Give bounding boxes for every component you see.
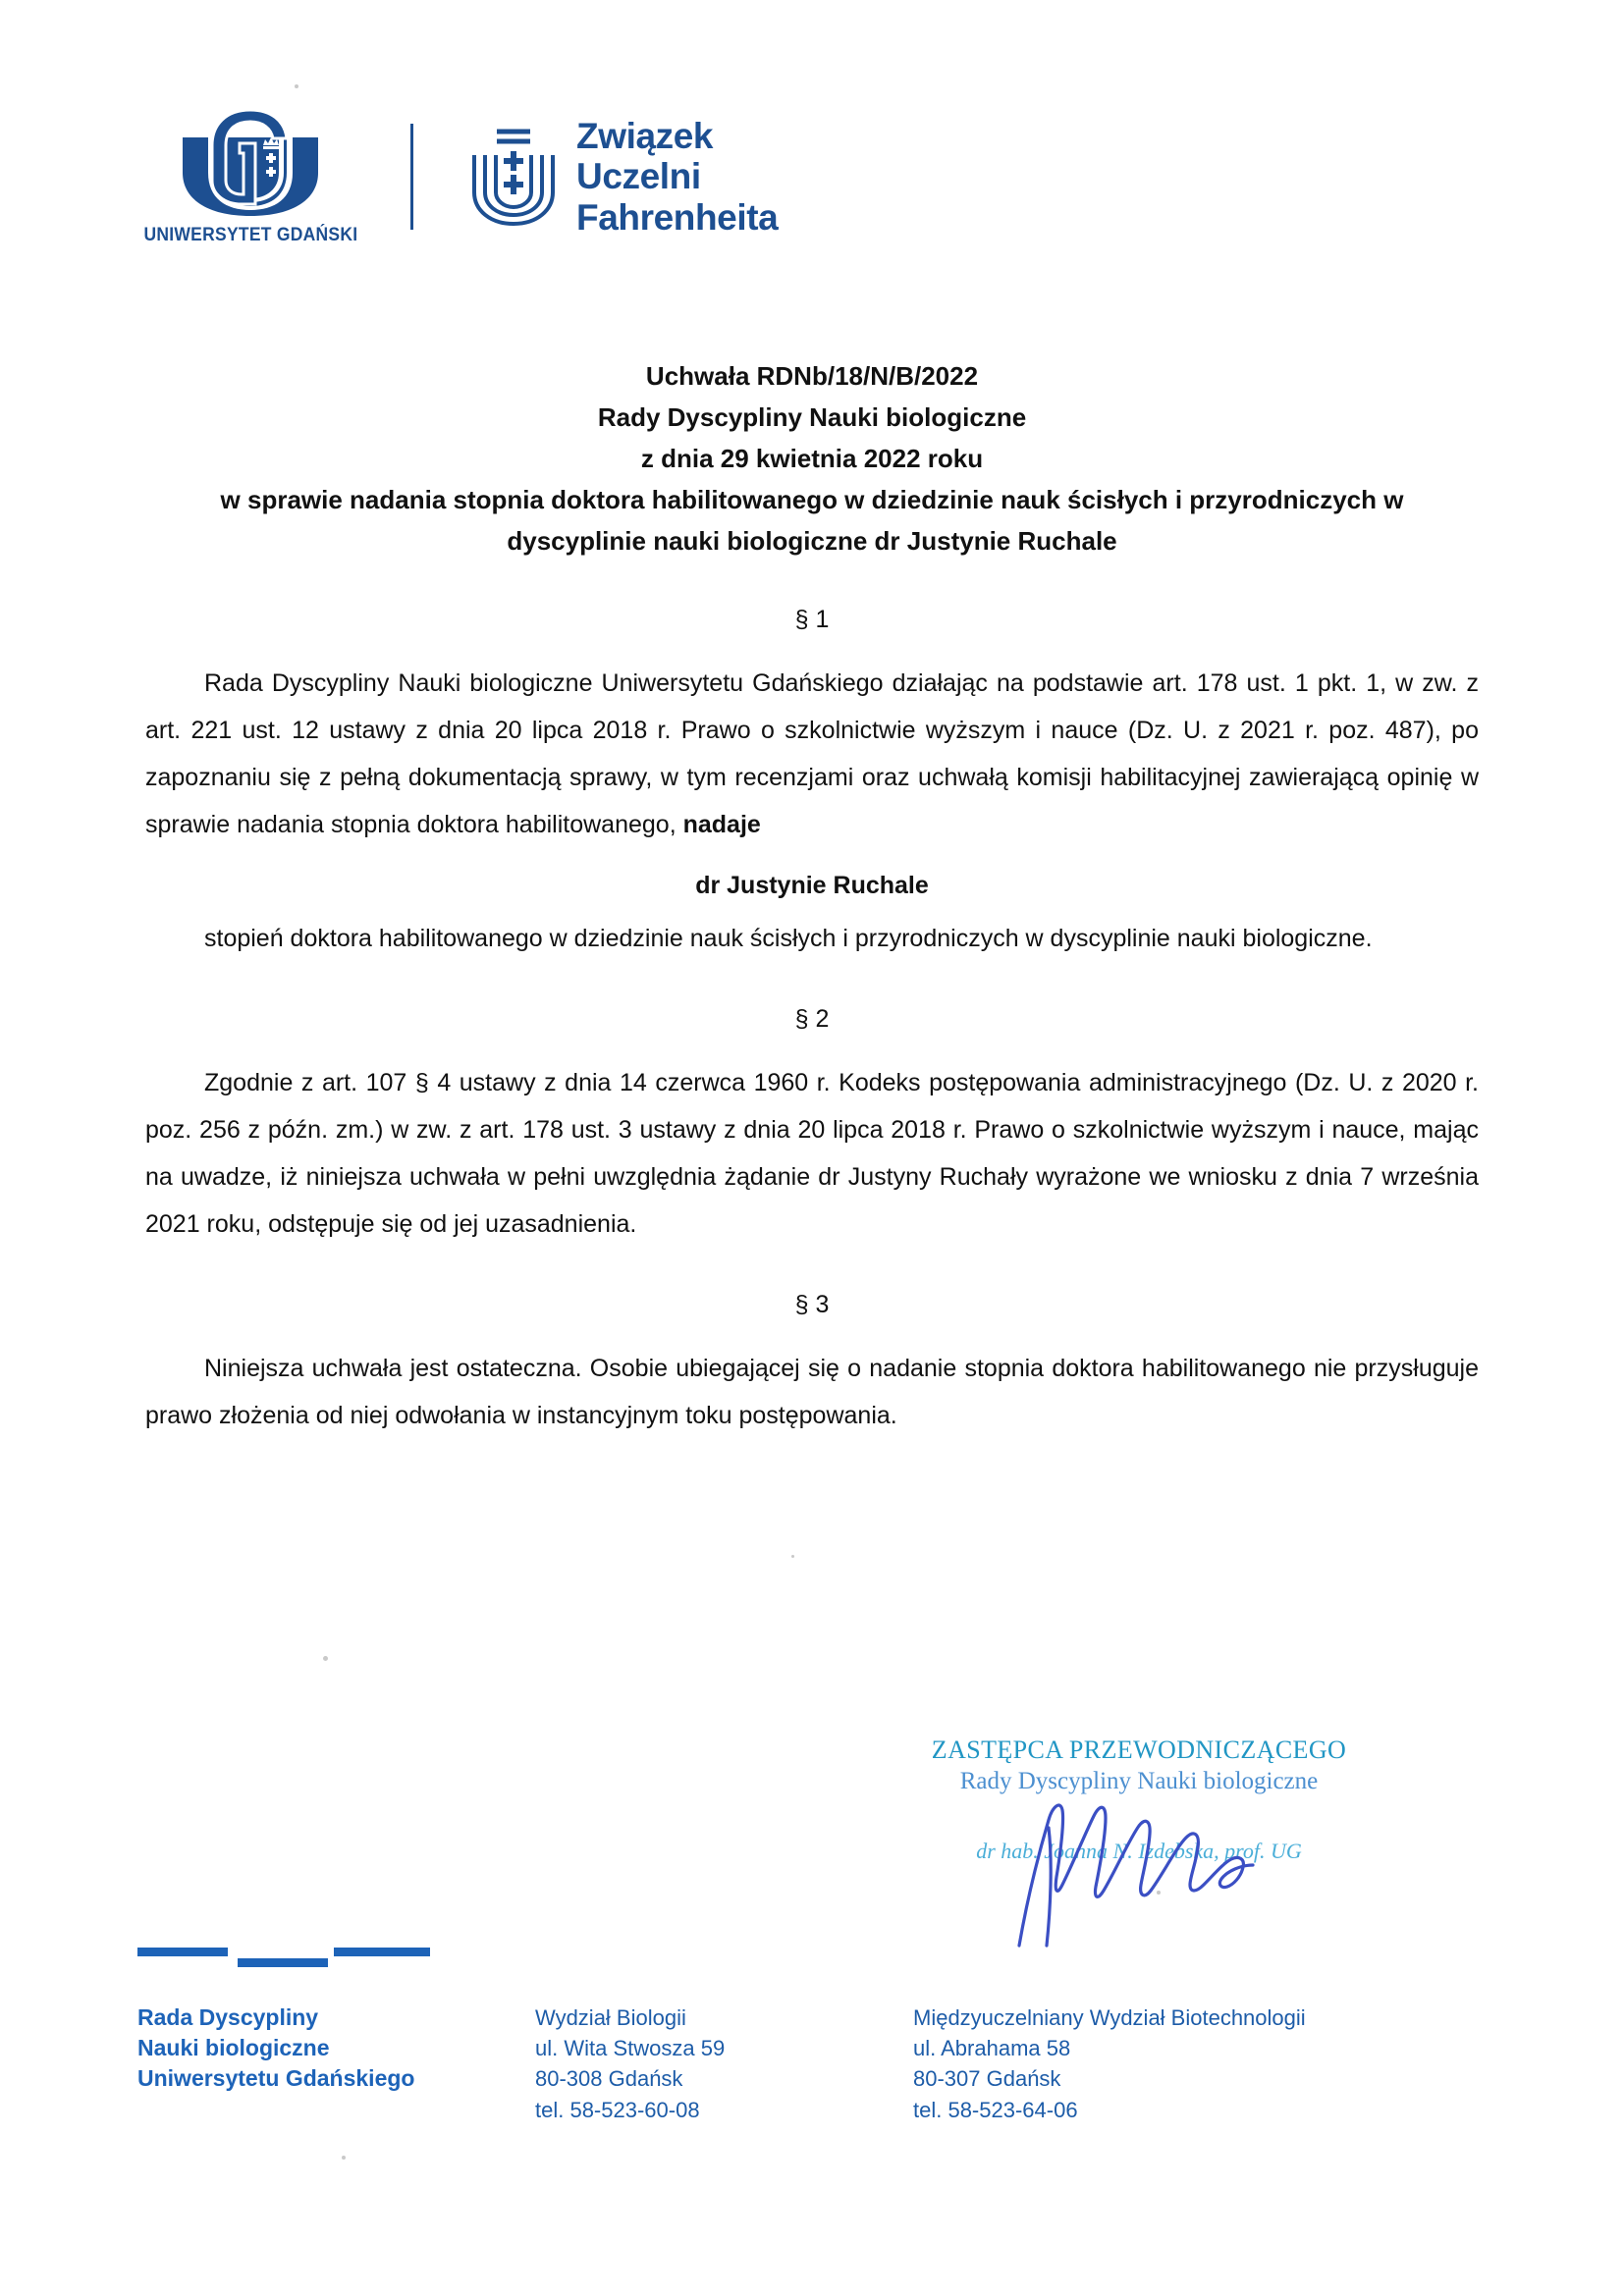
fahrenheit-union-logo [468,116,778,238]
signatory-role: ZASTĘPCA PRZEWODNICZĄCEGO [931,1735,1347,1764]
title-line-2: Rady Dyscypliny Nauki biologiczne [597,402,1027,433]
scan-speck [295,84,298,88]
document-body [145,355,1479,1439]
footer-bar-right [334,1948,430,1956]
ug-shield-logo-icon [177,108,324,218]
footer-biology-city: 80-308 Gdańsk [535,2066,683,2092]
section-2-paragraph: Zgodnie z art. 107 § 4 ustawy z dnia 14 czerwca 1960 r. Kodeks postępowania administracyjnego (Dz. U. z 2020 r. poz. 256 z późn. zm.) w zw. z art. 178 ust. 3 ustawy z dnia 20 lipca 2018 r. Prawo o szkolnictwie wyższym i nauce, mając na uwadze, iż niniejsza uchwała w pełni uwzględnia żądanie dr Justyny Ruchały wyrażone we wniosku z dnia 7 września 2021 roku, odstępuje się od jej uzasadnienia. [145,1068,1479,1238]
fu-line-2: Uczelni [576,156,701,197]
awardee-name: dr Justynie Ruchale [695,871,929,899]
section-mark-3: § 3 [794,1290,830,1318]
footer-biotech-city: 80-307 Gdańsk [913,2066,1061,2092]
footer-biotech-street: ul. Abrahama 58 [913,2036,1071,2061]
title-line-1: Uchwała RDNb/18/N/B/2022 [645,361,979,391]
footer-biotech-name: Międzyuczelniany Wydział Biotechnologii [913,2005,1306,2030]
scan-speck [342,2156,346,2160]
section-1-paragraph-end: stopień doktora habilitowanego w dziedzinie nauk ścisłych i przyrodniczych w dyscyplinie nauki biologiczne. [204,924,1373,952]
section-mark-1: § 1 [794,605,830,633]
footer-biology-street: ul. Wita Stwosza 59 [535,2036,726,2061]
document-header [137,98,844,255]
footer-bar-left [137,1948,228,1956]
footer-biology-phone: tel. 58-523-60-08 [535,2097,700,2122]
footer-columns [137,2002,1483,2125]
signatory-body: Rady Dyscypliny Nauki biologiczne [959,1768,1319,1794]
document-footer [137,1948,1483,2125]
footer-council-line-1: Rada Dyscypliny [137,2004,319,2030]
footer-council-block [137,2002,535,2125]
signatory-name: dr hab. Joanna N. Izdebska, prof. UG [976,1839,1302,1863]
fu-line-3: Fahrenheita [576,196,779,238]
s1-nadaje-emphasis: nadaje [682,810,761,838]
fu-line-1: Związek [576,115,714,156]
scan-speck [791,1555,794,1558]
university-of-gdansk-logo [137,108,363,246]
title-line-3: z dnia 29 kwietnia 2022 roku [640,444,984,474]
s1-text-a: Rada Dyscypliny Nauki biologiczne Uniwersytetu Gdańskiego działając na podstawie art. 178 ust. 1 pkt. 1, w zw. z art. 221 ust. 12 ustawy z dnia 20 lipca 2018 r. Prawo o szkolnictwie wyższym i nauce (Dz. U. z 2021 r. poz. 487), po zapoznaniu się z pełną dokumentacją sprawy, w tym recenzjami oraz uchwałą komisji habilitacyjnej zawierającą opinię w sprawie nadania stopnia doktora habilitowanego, [145,668,1479,838]
header-divider [410,124,413,230]
title-line-5: dyscyplinie nauki biologiczne dr Justynie Ruchale [507,526,1117,557]
footer-council-line-3: Uniwersytetu Gdańskiego [137,2064,415,2091]
section-1-paragraph-start [145,660,1479,848]
footer-decoration-bars [137,1948,383,1971]
ug-wordmark-label: UNIWERSYTET GDAŃSKI [143,224,357,245]
footer-biotech-address-block [913,2002,1306,2125]
footer-biology-address-block [535,2002,913,2125]
footer-biotech-phone: tel. 58-523-64-06 [913,2097,1078,2122]
footer-bar-middle [238,1958,328,1967]
fahrenheit-union-wordmark [576,116,778,238]
section-mark-2: § 2 [794,1004,830,1033]
footer-council-line-2: Nauki biologiczne [137,2034,330,2060]
scan-speck [323,1656,328,1661]
scan-speck [1157,1891,1161,1895]
section-3-paragraph: Niniejsza uchwała jest ostateczna. Osobie ubiegającej się o nadanie stopnia doktora habilitowanego nie przysługuje prawo złożenia od niej odwołania w instancyjnym toku postępowania. [145,1354,1479,1429]
signature-block [864,1735,1414,1951]
fahrenheit-union-logo-icon [468,122,559,232]
footer-biology-name: Wydział Biologii [535,2005,686,2030]
handwritten-signature-icon [992,1783,1306,1948]
title-line-4: w sprawie nadania stopnia doktora habilitowanego w dziedzinie nauk ścisłych i przyrodniczych w [220,485,1404,515]
document-title-block [145,355,1479,562]
